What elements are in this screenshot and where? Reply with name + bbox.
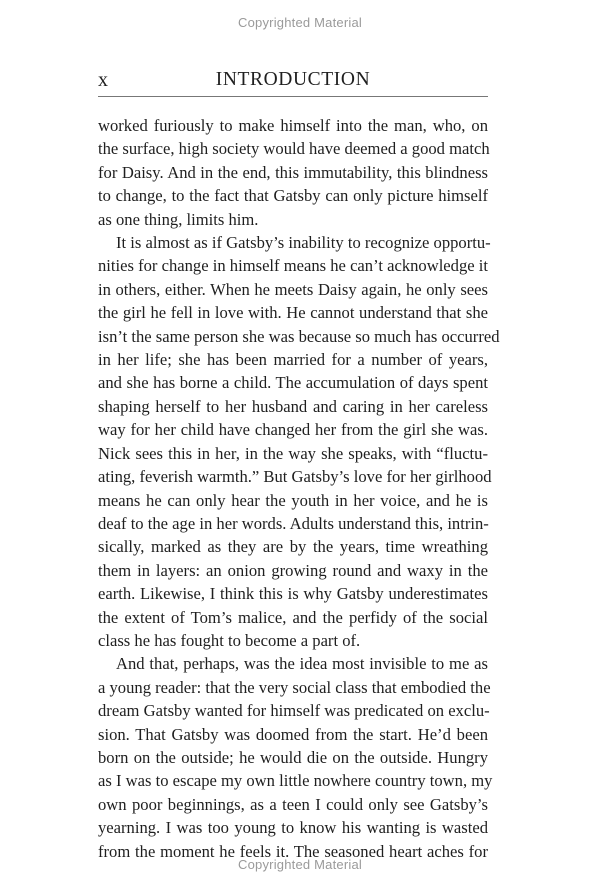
text-line: way for her child have changed her from the girl she was. bbox=[98, 420, 488, 440]
page-number: x bbox=[98, 69, 108, 91]
text-line: deaf to the age in her words. Adults understand this, intrin- bbox=[98, 513, 489, 533]
text-line: the surface, high society would have deemed a good match bbox=[98, 139, 490, 159]
text-line: the extent of Tom’s malice, and the perfidy of the social bbox=[98, 607, 488, 627]
text-line: And that, perhaps, was the idea most invisible to me as bbox=[116, 654, 488, 674]
text-line: the girl he fell in love with. He cannot understand that she bbox=[98, 303, 488, 323]
text-line: and she has borne a child. The accumulation of days spent bbox=[98, 373, 488, 393]
text-line: own poor beginnings, as a teen I could only see Gatsby’s bbox=[98, 794, 488, 814]
text-line: a young reader: that the very social class that embodied the bbox=[98, 677, 491, 697]
text-line: in others, either. When he meets Daisy again, he only sees bbox=[98, 279, 488, 299]
paragraph-2 bbox=[98, 231, 500, 652]
paragraph-3 bbox=[98, 652, 493, 863]
chapter-title: INTRODUCTION bbox=[215, 69, 371, 90]
text-line: worked furiously to make himself into the man, who, on bbox=[98, 116, 488, 135]
copyright-watermark-top: Copyrighted Material bbox=[238, 15, 362, 30]
text-line: for Daisy. And in the end, this immutability, this blindness bbox=[98, 162, 488, 182]
text-line: Nick sees this in her, in the way she speaks, with “fluctu- bbox=[98, 443, 488, 463]
text-line: sically, marked as they are by the years, time wreathing bbox=[98, 537, 488, 557]
text-line: born on the outside; he would die on the outside. Hungry bbox=[98, 747, 488, 767]
text-line: them in layers: an onion growing round and waxy in the bbox=[98, 560, 488, 580]
body-text bbox=[98, 114, 500, 863]
text-line: as one thing, limits him. bbox=[98, 209, 259, 229]
text-line: earth. Likewise, I think this is why Gatsby underestimates bbox=[98, 584, 488, 604]
text-line: class he has fought to become a part of. bbox=[98, 630, 361, 650]
text-line: nities for change in himself means he can’t acknowledge it bbox=[98, 256, 488, 276]
text-line: ating, feverish warmth.” But Gatsby’s love for her girlhood bbox=[98, 467, 492, 487]
text-line: isn’t the same person she was because so much has occurred bbox=[98, 326, 500, 346]
text-line: sion. That Gatsby was doomed from the start. He’d been bbox=[98, 724, 488, 744]
text-line: It is almost as if Gatsby’s inability to recognize opportu- bbox=[116, 233, 491, 253]
text-line: dream Gatsby wanted for himself was predicated on exclu- bbox=[98, 701, 490, 721]
text-line: means he can only hear the youth in her voice, and he is bbox=[98, 490, 488, 510]
text-line: in her life; she has been married for a number of years, bbox=[98, 350, 488, 370]
text-line: to change, to the fact that Gatsby can only picture himself bbox=[98, 186, 488, 206]
text-line: from the moment he feels it. The seasoned heart aches for bbox=[98, 841, 488, 861]
text-line: shaping herself to her husband and caring in her careless bbox=[98, 396, 488, 416]
text-line: yearning. I was too young to know his wanting is wasted bbox=[98, 818, 488, 838]
copyright-watermark-bottom: Copyrighted Material bbox=[238, 857, 362, 872]
running-header bbox=[98, 68, 488, 97]
text-line: as I was to escape my own little nowhere country town, my bbox=[98, 771, 493, 791]
paragraph-1 bbox=[98, 114, 488, 231]
